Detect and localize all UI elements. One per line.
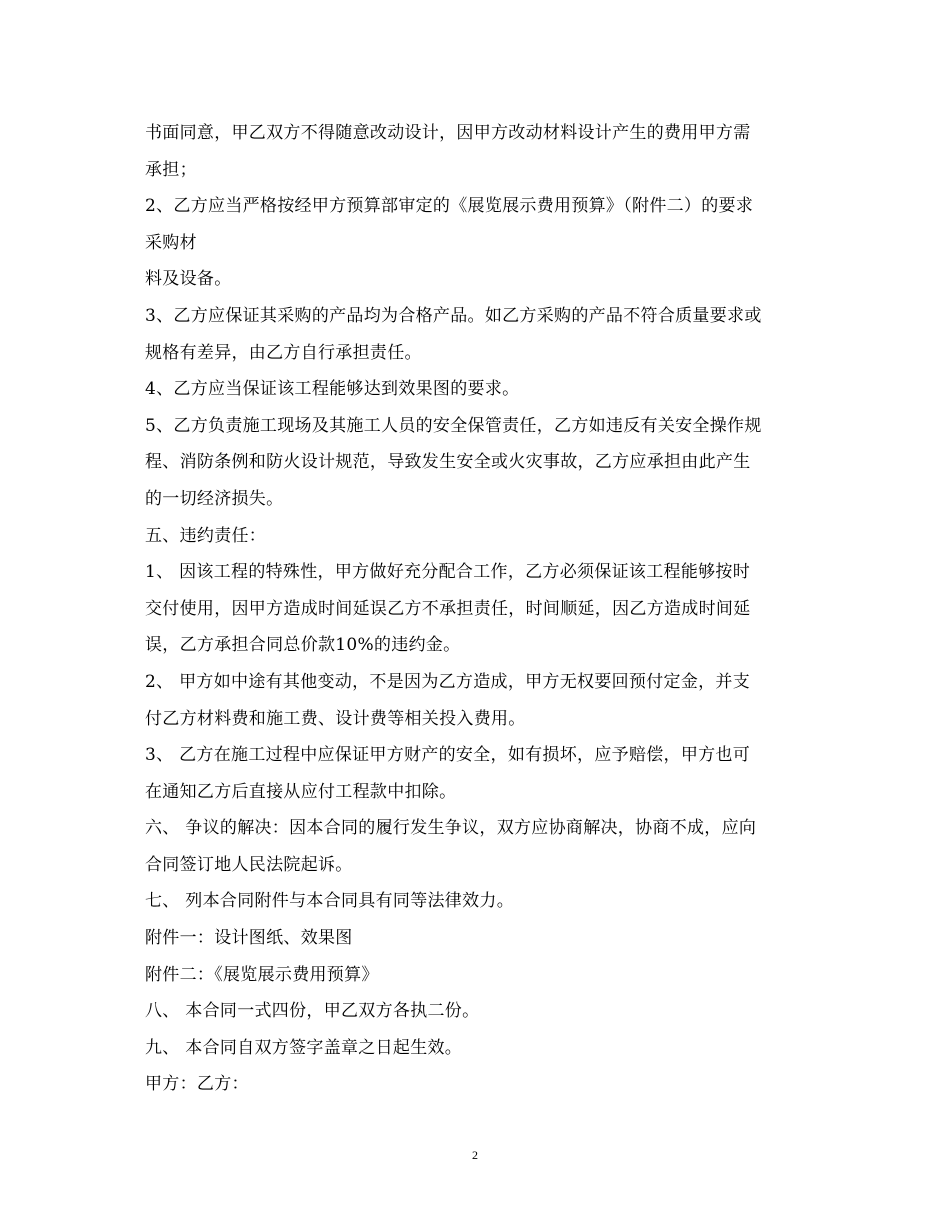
text-line: 七、 列本合同附件与本合同具有同等法律效力。 [145, 891, 515, 912]
text-line: 1、 因该工程的特殊性，甲方做好充分配合工作，乙方必须保证该工程能够按时 [145, 562, 751, 583]
text-line: 承担； [145, 159, 197, 180]
text-line: 八、 本合同一式四份，甲乙双方各执二份。 [145, 1001, 480, 1022]
text-line: 附件一：设计图纸、效果图 [145, 928, 353, 949]
section-heading: 五、违约责任： [145, 525, 267, 546]
text-line: 5、乙方负责施工现场及其施工人员的安全保管责任，乙方如违反有关安全操作规 [145, 415, 762, 436]
text-line: 书面同意，甲乙双方不得随意改动设计，因甲方改动材料设计产生的费用甲方需 [145, 123, 751, 143]
text-line: 在通知乙方后直接从应付工程款中扣除。 [145, 781, 457, 802]
signature-line: 甲方：乙方： [145, 1074, 249, 1095]
text-line: 的一切经济损失。 [145, 488, 284, 509]
text-line: 2、乙方应当严格按经甲方预算部审定的《展览展示费用预算》（附件二）的要求 [145, 196, 754, 217]
text-line: 合同签订地人民法院起诉。 [145, 854, 353, 875]
contract-body-text [145, 115, 815, 1103]
text-line: 料及设备。 [145, 269, 232, 290]
text-line: 采购材 [145, 232, 197, 253]
text-line: 交付使用，因甲方造成时间延误乙方不承担责任，时间顺延，因乙方造成时间延 [145, 598, 751, 619]
text-line: 3、乙方应保证其采购的产品均为合格产品。如乙方采购的产品不符合质量要求或 [145, 305, 762, 326]
text-line: 2、 甲方如中途有其他变动，不是因为乙方造成，甲方无权要回预付定金，并支 [145, 671, 751, 692]
text-line: 附件二：《展览展示费用预算》 [145, 964, 379, 985]
text-line: 程、消防条例和防火设计规范，导致发生安全或火灾事故，乙方应承担由此产生 [145, 452, 751, 473]
text-line: 误，乙方承担合同总价款10%的违约金。 [145, 635, 461, 656]
text-line: 六、 争议的解决：因本合同的履行发生争议，双方应协商解决，协商不成，应向 [145, 818, 757, 839]
text-line: 3、 乙方在施工过程中应保证甲方财产的安全，如有损坏，应予赔偿，甲方也可 [145, 745, 751, 766]
text-line: 4、乙方应当保证该工程能够达到效果图的要求。 [145, 379, 520, 400]
text-line: 规格有差异，由乙方自行承担责任。 [145, 342, 422, 363]
text-line: 九、 本合同自双方签字盖章之日起生效。 [145, 1037, 463, 1058]
page-number: 2 [472, 1148, 478, 1162]
text-line: 付乙方材料费和施工费、设计费等相关投入费用。 [145, 708, 526, 729]
